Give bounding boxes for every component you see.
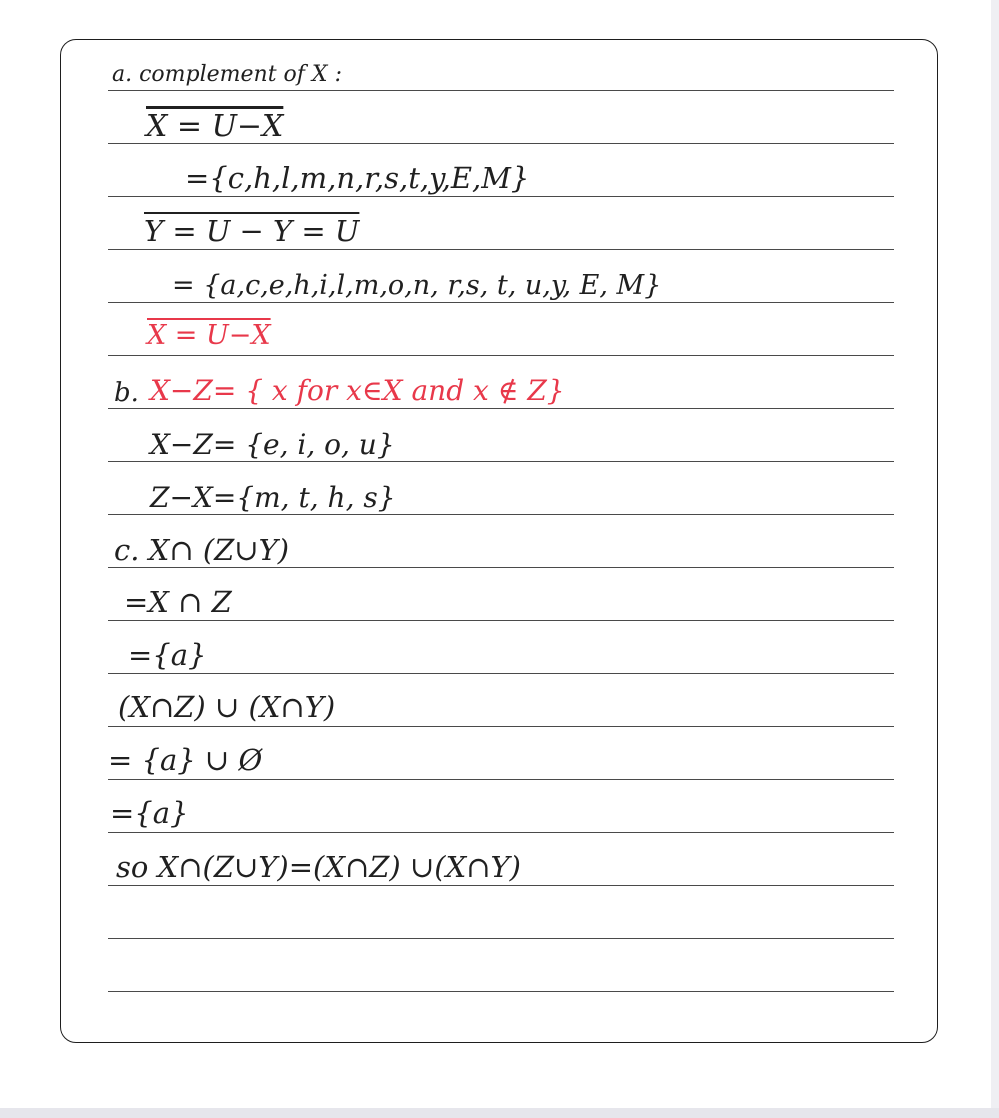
note-line-union-expression: (X∩Z) ∪ (X∩Y) (118, 690, 336, 724)
note-line-x-bar-set: ={c,h,l,m,n,r,s,t,y,E,M} (185, 161, 530, 195)
viewer-right-edge (991, 0, 999, 1118)
ruled-line (108, 355, 894, 356)
ruled-line (108, 408, 894, 409)
note-line-x-bar-definition: X = U−X (146, 109, 284, 144)
note-line-z-minus-x: Z−X={m, t, h, s} (150, 481, 396, 514)
ruled-line (108, 90, 894, 91)
ruled-line (108, 514, 894, 515)
ruled-line (108, 779, 894, 780)
ruled-line (108, 726, 894, 727)
ruled-line (108, 832, 894, 833)
ruled-line (108, 885, 894, 886)
note-line-red-x-bar: X = U−X (147, 320, 271, 351)
note-line-result-a: ={a} (128, 638, 207, 672)
note-line-y-bar-definition: Y = U − Y = U (144, 214, 360, 248)
note-line-x-intersect-z: =X ∩ Z (124, 585, 232, 619)
ruled-line (108, 567, 894, 568)
note-line-final-a: ={a} (110, 796, 189, 830)
ruled-line (108, 991, 894, 992)
ruled-line (108, 302, 894, 303)
note-line-complement-heading: a. complement of X : (112, 62, 343, 87)
ruled-line (108, 620, 894, 621)
note-line-part-c-expression: c. X∩ (Z∪Y) (114, 533, 290, 567)
note-line-difference-definition: X−Z= { x for x∈X and x ∉ Z} (150, 374, 565, 407)
ruled-line (108, 673, 894, 674)
ruled-line (108, 461, 894, 462)
viewer-bottom-edge (0, 1108, 999, 1118)
note-line-x-minus-z: X−Z= {e, i, o, u} (150, 428, 395, 461)
note-line-a-union-empty: = {a} ∪ Ø (108, 743, 263, 777)
ruled-line (108, 249, 894, 250)
note-label-b: b. (114, 378, 139, 408)
note-line-y-bar-set: = {a,c,e,h,i,l,m,o,n, r,s, t, u,y, E, M} (172, 270, 662, 301)
ruled-line (108, 938, 894, 939)
note-line-conclusion: so X∩(Z∪Y)=(X∩Z) ∪(X∩Y) (116, 850, 521, 884)
ruled-line (108, 196, 894, 197)
